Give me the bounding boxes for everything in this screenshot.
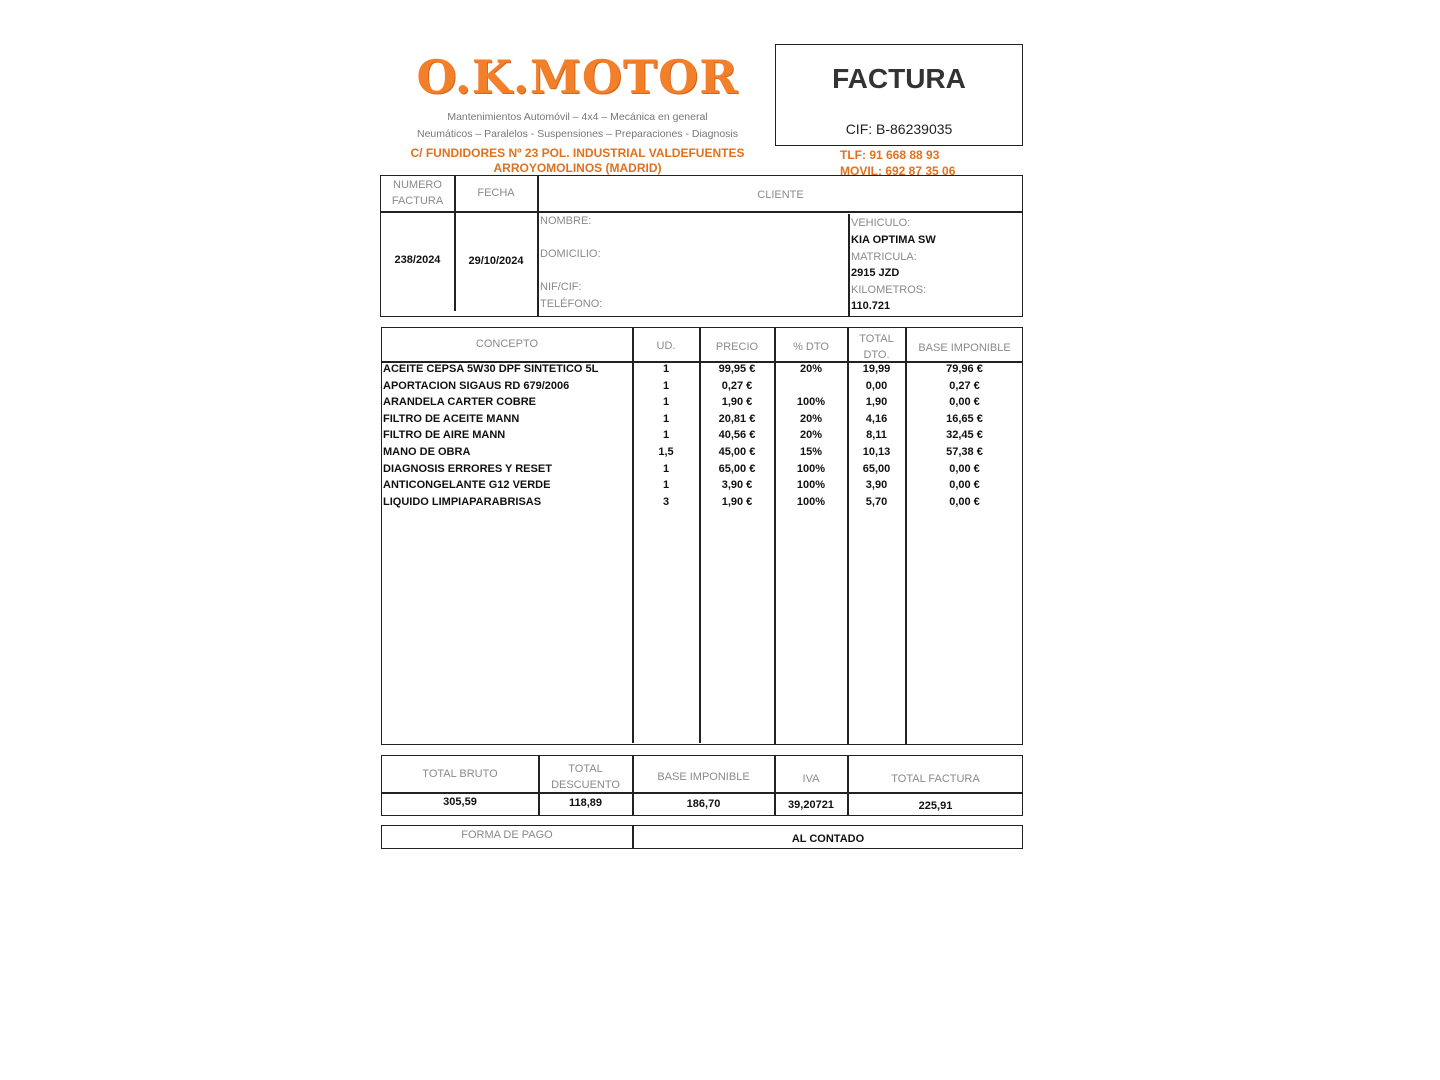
cell-precio: 1,90 € [721,396,753,409]
cell-base: 0,00 € [949,495,980,508]
invoice-date: 29/10/2024 [468,255,524,267]
invoice-title: FACTURA [832,63,966,94]
cell-precio: 3,90 € [721,479,753,492]
cell-base: 79,96 € [946,363,983,375]
cell-total-dto: 1,90 [865,396,888,409]
col-base: BASE IMPONIBLE [918,342,1011,354]
cell-ud: 1,5 [658,446,674,458]
numero-factura-label-2: FACTURA [391,195,444,207]
company-tagline-1: Mantenimientos Automóvil – 4x4 – Mecánica en general [447,111,708,123]
kilometros-value: 110.721 [851,300,891,312]
company-tagline-2: Neumáticos – Paralelos - Suspensiones – Preparaciones - Diagnosis [417,128,738,140]
vehiculo-label: VEHICULO: [851,217,911,229]
cell-concepto: DIAGNOSIS ERRORES Y RESET [383,462,552,475]
total-bruto-label: TOTAL BRUTO [422,768,498,780]
cell-ud: 1 [662,379,670,392]
divider [774,327,776,745]
cell-base: 0,00 € [949,462,980,475]
total-descuento-label-1: TOTAL [568,763,603,775]
company-cif: CIF: B-86239035 [845,121,953,137]
divider [380,211,1023,213]
cell-precio: 20,81 € [718,412,756,425]
cell-ud: 1 [662,412,670,425]
cell-base: 0,00 € [949,479,980,492]
cell-dto: 100% [796,479,826,492]
col-total-dto-2: DTO. [863,349,890,361]
numero-factura-label-1: NUMERO [393,179,442,191]
nombre-label: NOMBRE: [540,215,592,227]
cell-dto: 20% [799,363,823,375]
cell-base: 16,65 € [946,412,983,425]
cell-total-dto: 0,00 [865,379,888,392]
invoice-title-box [775,44,1023,146]
invoice-number: 238/2024 [394,254,441,266]
cell-precio: 45,00 € [718,446,756,458]
cell-precio: 1,90 € [721,495,753,508]
iva-value: 39,20721 [788,799,834,811]
cell-total-dto: 8,11 [866,429,887,442]
total-factura-value: 225,91 [918,800,953,812]
cell-ud: 1 [662,479,670,492]
cell-total-dto: 19,99 [862,363,891,375]
cell-precio: 0,27 € [721,379,753,392]
nif-label: NIF/CIF: [540,281,582,293]
domicilio-label: DOMICILIO: [540,248,601,260]
company-logo: O.K.MOTOR [416,50,739,104]
cell-total-dto: 10,13 [862,446,891,458]
cell-dto: 100% [796,462,826,475]
matricula-value: 2915 JZD [851,267,900,279]
vehiculo-value: KIA OPTIMA SW [851,234,936,246]
cell-precio: 99,95 € [718,363,756,375]
col-dto: % DTO [793,341,829,353]
col-precio: PRECIO [715,341,759,353]
cell-base: 0,00 € [949,396,980,409]
cell-concepto: ARANDELA CARTER COBRE [383,396,536,409]
cell-concepto: ANTICONGELANTE G12 VERDE [383,479,551,492]
company-phone: TLF: 91 668 88 93 [840,148,940,162]
divider [848,214,850,317]
cell-ud: 1 [662,429,670,442]
cell-dto: 20% [799,429,823,442]
col-concepto: CONCEPTO [475,338,539,350]
cell-concepto: FILTRO DE AIRE MANN [383,429,506,442]
cell-precio: 65,00 € [718,462,756,475]
col-ud: UD. [656,340,676,352]
company-address-line-1: C/ FUNDIDORES Nº 23 POL. INDUSTRIAL VALDEFUENTES [410,146,745,160]
cell-dto: 15% [799,446,823,458]
cell-ud: 3 [662,495,670,508]
cliente-label: CLIENTE [757,189,804,201]
cell-base: 32,45 € [946,429,983,442]
company-mobile: MOVIL: 692 87 35 06 [840,164,956,178]
matricula-label: MATRICULA: [851,251,917,263]
cell-ud: 1 [662,462,670,475]
telefono-label: TELÉFONO: [540,298,603,310]
iva-label: IVA [802,773,820,785]
cell-ud: 1 [662,396,670,409]
total-factura-label: TOTAL FACTURA [891,773,980,785]
total-descuento-value: 118,89 [568,797,603,809]
cell-concepto: LIQUIDO LIMPIAPARABRISAS [383,495,542,508]
fecha-label: FECHA [477,187,515,199]
divider [381,792,1023,794]
cell-concepto: APORTACION SIGAUS RD 679/2006 [383,379,570,392]
total-bruto-value: 305,59 [443,796,477,808]
forma-pago-label: FORMA DE PAGO [461,829,553,841]
cell-concepto: FILTRO DE ACEITE MANN [383,412,520,425]
cell-base: 0,27 € [949,379,980,392]
cell-precio: 40,56 € [718,429,756,442]
base-imponible-label: BASE IMPONIBLE [657,771,750,783]
cell-dto: 100% [796,396,826,409]
kilometros-label: KILOMETROS: [851,284,927,296]
cell-total-dto: 3,90 [865,479,888,492]
cell-total-dto: 5,70 [865,495,888,508]
cell-concepto: MANO DE OBRA [383,446,471,458]
cell-total-dto: 65,00 [862,462,891,475]
cell-ud: 1 [662,363,670,375]
base-imponible-value: 186,70 [686,798,721,810]
cell-total-dto: 4,16 [865,412,888,425]
company-address-line-2: ARROYOMOLINOS (MADRID) [493,161,662,175]
total-descuento-label-2: DESCUENTO [551,779,620,791]
cell-base: 57,38 € [946,446,983,458]
col-total-dto-1: TOTAL [859,333,894,345]
cell-dto: 100% [796,495,826,508]
cell-concepto: ACEITE CEPSA 5W30 DPF SINTETICO 5L [383,363,599,375]
forma-pago-value: AL CONTADO [791,833,865,845]
cell-dto: 20% [799,412,823,425]
